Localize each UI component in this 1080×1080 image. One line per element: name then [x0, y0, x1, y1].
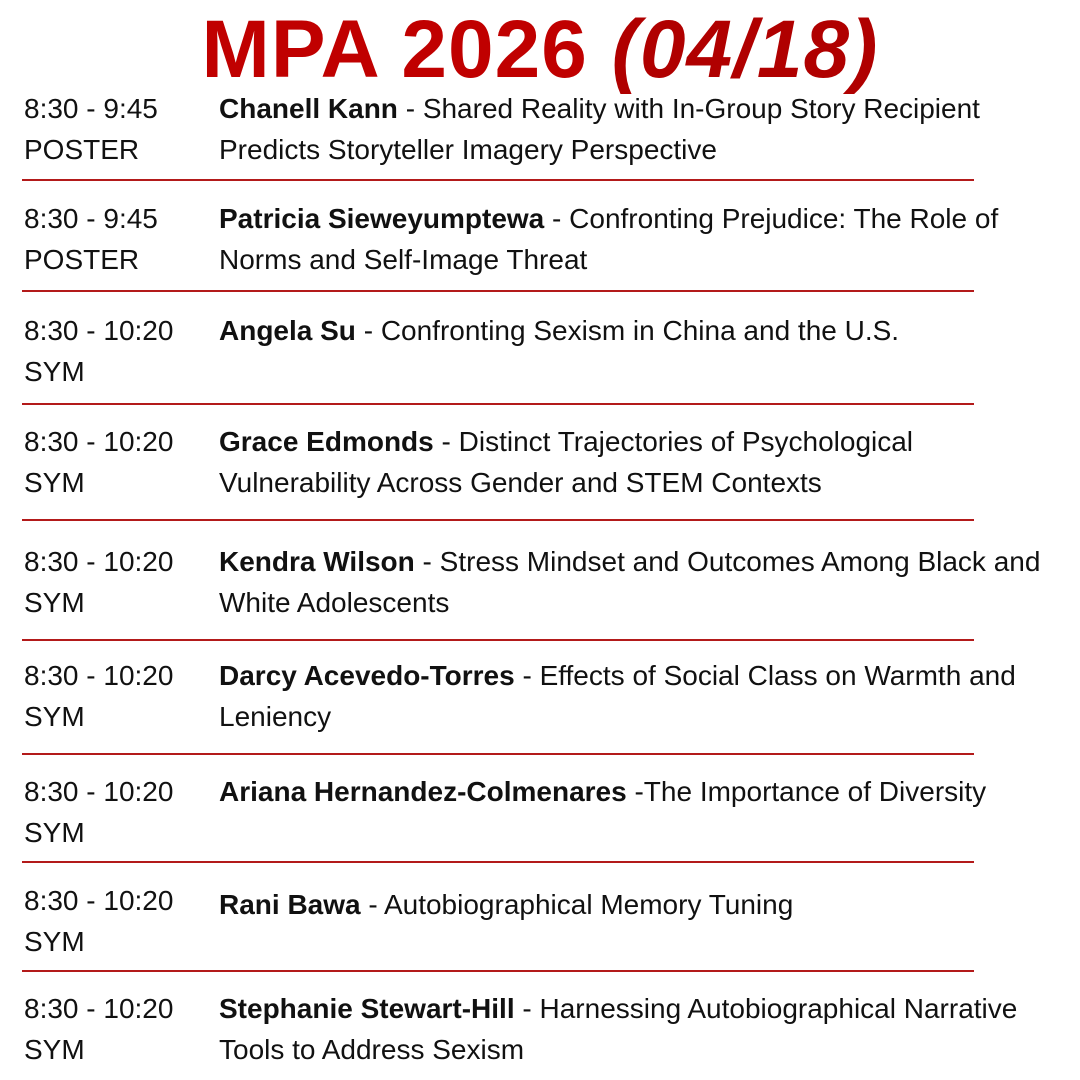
- presentation-cell: [219, 421, 1049, 503]
- separator: -: [414, 546, 440, 577]
- session-type: SYM: [24, 926, 85, 957]
- separator: -: [544, 203, 570, 234]
- presenter-name: Patricia Sieweyumptewa: [219, 203, 545, 234]
- presentation-cell: [219, 88, 1049, 170]
- talk-title: Autobiographical Memory Tuning: [383, 889, 794, 920]
- time-cell: [24, 880, 214, 962]
- presentation-cell: [219, 988, 1049, 1070]
- separator: -: [514, 660, 540, 691]
- time-slot: 8:30 - 10:20: [24, 426, 174, 457]
- session-type: POSTER: [24, 134, 140, 165]
- presentation-cell: [219, 310, 1049, 351]
- talk-title: Distinct Trajectories of Psychological Vulnerability Across Gender and STEM Contexts: [219, 426, 914, 498]
- talk-title: The Importance of Diversity: [643, 776, 987, 807]
- presenter-name: Rani Bawa: [219, 889, 361, 920]
- title-date: (04/18): [611, 4, 879, 95]
- presentation-cell: [219, 541, 1049, 623]
- presenter-name: Kendra Wilson: [219, 546, 415, 577]
- presenter-name: Stephanie Stewart-Hill: [219, 993, 515, 1024]
- row-divider: [22, 179, 974, 181]
- time-cell: [24, 988, 214, 1070]
- talk-title: Confronting Sexism in China and the U.S.: [380, 315, 900, 346]
- session-type: SYM: [24, 1034, 85, 1065]
- presentation-cell: [219, 884, 1049, 925]
- separator: -: [397, 93, 423, 124]
- session-type: SYM: [24, 356, 85, 387]
- separator: -: [360, 889, 384, 920]
- time-cell: [24, 421, 214, 503]
- presenter-name: Angela Su: [219, 315, 356, 346]
- session-type: SYM: [24, 587, 85, 618]
- row-divider: [22, 519, 974, 521]
- time-slot: 8:30 - 10:20: [24, 776, 174, 807]
- talk-title: Effects of Social Class on Warmth and Leniency: [219, 660, 1016, 732]
- talk-title: Confronting Prejudice: The Role of Norms and Self-Image Threat: [219, 203, 999, 275]
- row-divider: [22, 861, 974, 863]
- presentation-cell: [219, 198, 1049, 280]
- row-divider: [22, 753, 974, 755]
- time-cell: [24, 310, 214, 392]
- time-slot: 8:30 - 10:20: [24, 660, 174, 691]
- row-divider: [22, 290, 974, 292]
- separator: -: [514, 993, 540, 1024]
- title-main: MPA 2026: [201, 4, 612, 95]
- row-divider: [22, 639, 974, 641]
- time-cell: [24, 771, 214, 853]
- presenter-name: Darcy Acevedo-Torres: [219, 660, 515, 691]
- talk-title: Shared Reality with In-Group Story Recipient Predicts Storyteller Imagery Perspective: [219, 93, 980, 165]
- session-type: SYM: [24, 701, 85, 732]
- session-type: SYM: [24, 467, 85, 498]
- presentation-cell: [219, 655, 1049, 737]
- separator: -: [355, 315, 381, 346]
- separator: -: [433, 426, 459, 457]
- presenter-name: Chanell Kann: [219, 93, 398, 124]
- time-slot: 8:30 - 10:20: [24, 885, 174, 916]
- time-cell: [24, 198, 214, 280]
- separator: -: [626, 776, 644, 807]
- session-type: POSTER: [24, 244, 140, 275]
- row-divider: [22, 970, 974, 972]
- talk-title: Stress Mindset and Outcomes Among Black and White Adolescents: [219, 546, 1041, 618]
- time-cell: [24, 655, 214, 737]
- session-type: SYM: [24, 817, 85, 848]
- presenter-name: Grace Edmonds: [219, 426, 434, 457]
- time-cell: [24, 88, 214, 170]
- time-slot: 8:30 - 9:45: [24, 93, 158, 124]
- presenter-name: Ariana Hernandez-Colmenares: [219, 776, 627, 807]
- presentation-cell: [219, 771, 1049, 812]
- page-title: [0, 4, 1080, 96]
- time-slot: 8:30 - 9:45: [24, 203, 158, 234]
- time-slot: 8:30 - 10:20: [24, 546, 174, 577]
- time-slot: 8:30 - 10:20: [24, 993, 174, 1024]
- talk-title: Harnessing Autobiographical Narrative Tools to Address Sexism: [219, 993, 1018, 1065]
- time-cell: [24, 541, 214, 623]
- row-divider: [22, 403, 974, 405]
- time-slot: 8:30 - 10:20: [24, 315, 174, 346]
